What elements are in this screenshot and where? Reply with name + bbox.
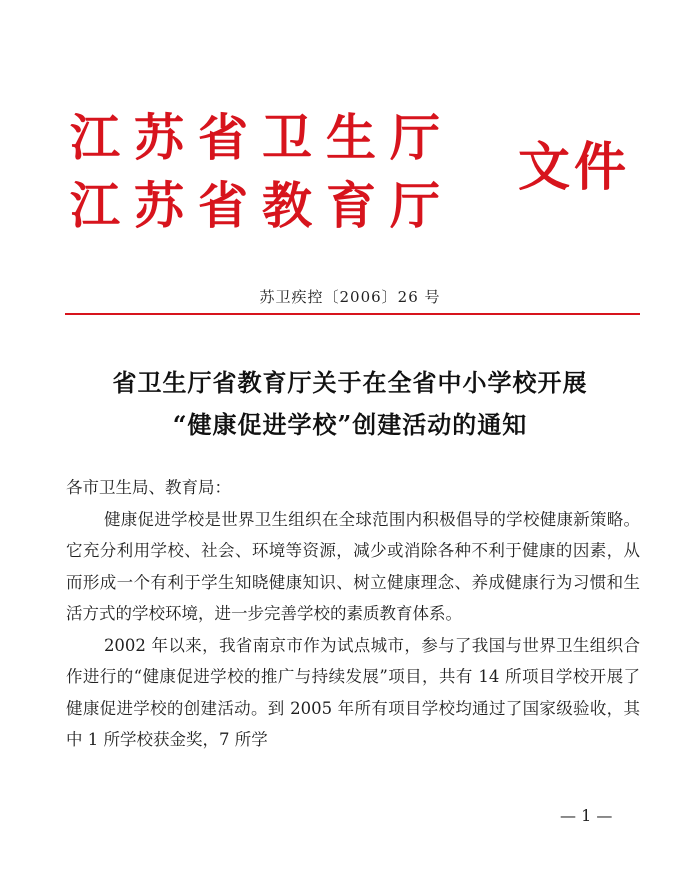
- issuer-line-1: 江苏省卫生厅: [70, 108, 454, 167]
- document-number: 苏卫疾控〔2006〕26 号: [259, 288, 441, 306]
- page-number: — 1 —: [560, 806, 613, 825]
- red-divider-line: [65, 313, 640, 315]
- notice-title-line-2: “健康促进学校”创建活动的通知: [172, 410, 528, 439]
- body-paragraph-1: 健康促进学校是世界卫生组织在全球范围内积极倡导的学校健康新策略。它充分利用学校、社会、环境等资源，减少或消除各种不利于健康的因素，从而形成一个有利于学生知晓健康知识、树立健康理念、养成健康行为习惯和生活方式的学校环境，进一步完善学校的素质教育体系。: [66, 509, 640, 623]
- body-paragraph-2: 2002 年以来，我省南京市作为试点城市，参与了我国与世界卫生组织合作进行的“健康促进学校的推广与持续发展”项目，共有 14 所项目学校开展了健康促进学校的创建活动。到 2005 年所有项目学校均通过了国家级验收，其中 1 所学校获金奖，7 所学: [66, 635, 640, 749]
- salutation: 各市卫生局、教育局：: [66, 478, 231, 497]
- issuer-line-2: 江苏省教育厅: [70, 176, 454, 235]
- notice-title-line-1: 省卫生厅省教育厅关于在全省中小学校开展: [112, 368, 588, 397]
- notice-body: [66, 472, 640, 756]
- document-type-label: 文件: [518, 137, 631, 198]
- document-header: [70, 108, 650, 248]
